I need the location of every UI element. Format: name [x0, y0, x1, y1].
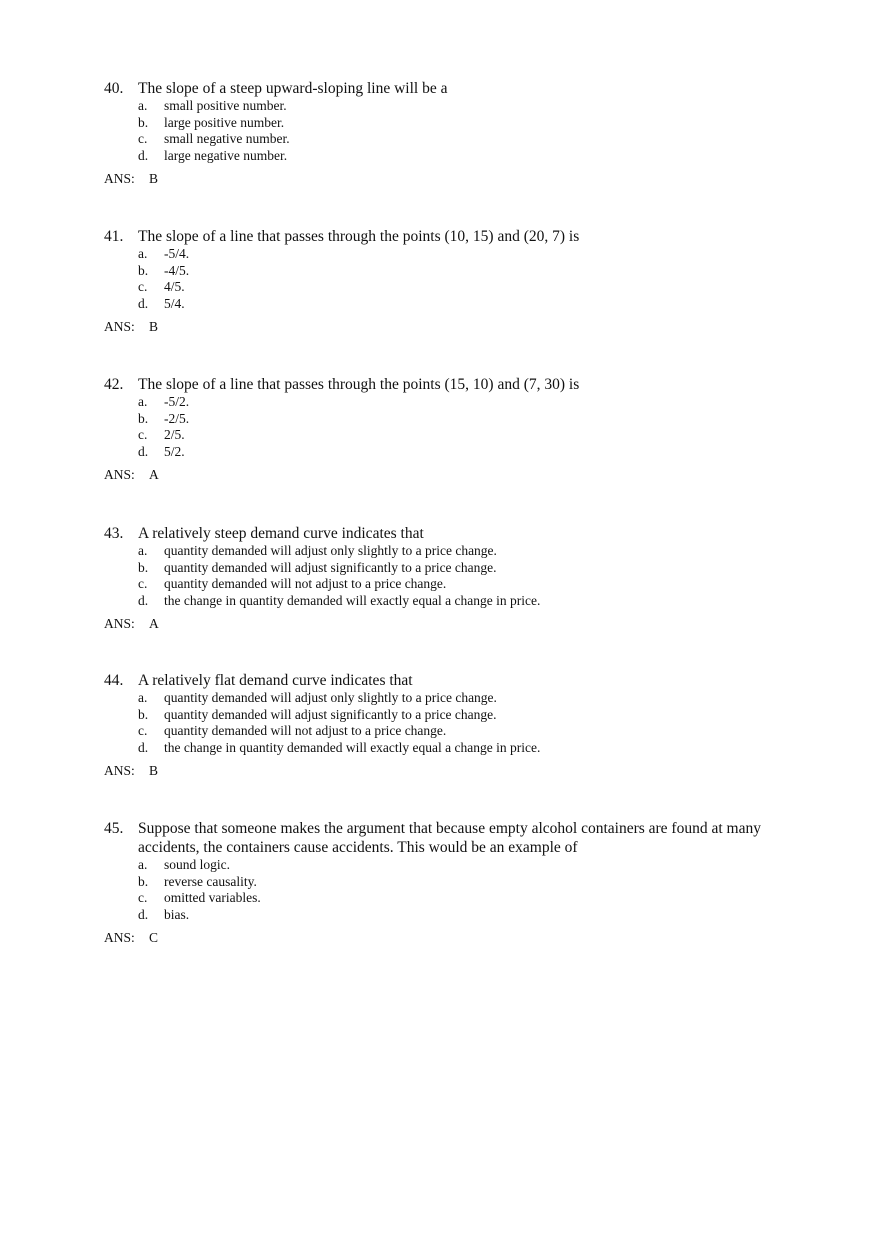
answer-line	[104, 763, 804, 779]
choice-text: 5/2.	[164, 443, 185, 459]
question-text: The slope of a steep upward-sloping line will be a	[138, 80, 448, 97]
answer-value: C	[149, 930, 159, 945]
answer-line	[104, 616, 804, 632]
question-number: 43.	[104, 525, 124, 542]
choice-a	[138, 690, 804, 707]
answer-line	[104, 319, 804, 335]
choice-text: quantity demanded will not adjust to a price change.	[164, 576, 447, 591]
question-stem	[104, 79, 804, 98]
question-number: 45.	[104, 820, 124, 837]
choice-letter: d.	[138, 906, 149, 922]
choice-letter: d.	[138, 443, 149, 459]
question-43	[104, 524, 804, 632]
question-stem	[104, 375, 804, 394]
choice-d	[138, 907, 784, 924]
choice-d	[138, 148, 804, 165]
question-text: A relatively flat demand curve indicates that	[138, 672, 413, 689]
choice-text: -2/5.	[164, 410, 190, 426]
choice-a	[138, 543, 804, 560]
question-stem	[104, 227, 804, 246]
choice-letter: b.	[138, 559, 149, 575]
answer-label: ANS:	[104, 763, 135, 778]
choice-d	[138, 444, 804, 461]
choice-text: reverse causality.	[164, 873, 257, 889]
question-text: Suppose that someone makes the argument that because empty alcohol containers are found at many accidents, the containers cause accidents. This would be an example of	[138, 820, 761, 856]
answer-value: A	[149, 467, 159, 482]
choice-text: quantity demanded will adjust significantly to a price change.	[164, 706, 497, 722]
choice-b	[138, 874, 784, 891]
choice-c	[138, 576, 804, 593]
answer-label: ANS:	[104, 616, 135, 631]
choice-list	[138, 543, 804, 609]
choice-c	[138, 890, 784, 907]
choice-list	[138, 246, 804, 312]
answer-line	[104, 930, 784, 946]
choice-b	[138, 411, 804, 428]
choice-text: 2/5.	[164, 427, 185, 442]
choice-text: quantity demanded will adjust only slightly to a price change.	[164, 690, 497, 705]
question-text: The slope of a line that passes through the points (10, 15) and (20, 7) is	[138, 228, 580, 245]
question-number: 40.	[104, 80, 124, 97]
choice-letter: d.	[138, 147, 149, 163]
choice-b	[138, 560, 804, 577]
choice-text: -5/4.	[164, 246, 190, 261]
choice-a	[138, 246, 804, 263]
choice-letter: a.	[138, 543, 148, 558]
choice-text: the change in quantity demanded will exactly equal a change in price.	[164, 739, 541, 755]
choice-letter: d.	[138, 739, 149, 755]
choice-letter: d.	[138, 295, 149, 311]
choice-letter: c.	[138, 131, 148, 146]
choice-letter: a.	[138, 394, 148, 409]
choice-list	[138, 690, 804, 756]
choice-b	[138, 263, 804, 280]
question-text: The slope of a line that passes through the points (15, 10) and (7, 30) is	[138, 376, 580, 393]
choice-text: sound logic.	[164, 857, 230, 872]
choice-text: the change in quantity demanded will exactly equal a change in price.	[164, 592, 541, 608]
question-stem	[104, 524, 804, 543]
question-stem	[104, 671, 804, 690]
choice-d	[138, 740, 804, 757]
choice-letter: a.	[138, 98, 148, 113]
choice-a	[138, 98, 804, 115]
question-40	[104, 79, 804, 187]
answer-label: ANS:	[104, 467, 135, 482]
answer-value: B	[149, 319, 159, 334]
choice-letter: c.	[138, 890, 148, 905]
choice-text: large negative number.	[164, 147, 288, 163]
choice-text: 4/5.	[164, 279, 185, 294]
question-45	[104, 819, 784, 946]
question-number: 41.	[104, 228, 124, 245]
choice-c	[138, 723, 804, 740]
choice-b	[138, 707, 804, 724]
choice-text: large positive number.	[164, 114, 285, 130]
choice-c	[138, 131, 804, 148]
choice-letter: c.	[138, 427, 148, 442]
choice-letter: c.	[138, 576, 148, 591]
choice-text: -5/2.	[164, 394, 190, 409]
choice-d	[138, 593, 804, 610]
question-42	[104, 375, 804, 483]
choice-text: small positive number.	[164, 98, 287, 113]
choice-a	[138, 857, 784, 874]
answer-value: B	[149, 763, 159, 778]
choice-letter: a.	[138, 690, 148, 705]
answer-value: B	[149, 171, 159, 186]
question-number: 44.	[104, 672, 124, 689]
choice-letter: a.	[138, 246, 148, 261]
choice-list	[138, 98, 804, 164]
answer-label: ANS:	[104, 319, 135, 334]
question-text: A relatively steep demand curve indicates that	[138, 525, 424, 542]
question-number: 42.	[104, 376, 124, 393]
choice-letter: c.	[138, 723, 148, 738]
choice-text: quantity demanded will adjust only slightly to a price change.	[164, 543, 497, 558]
choice-letter: b.	[138, 410, 149, 426]
choice-text: bias.	[164, 906, 190, 922]
choice-letter: c.	[138, 279, 148, 294]
answer-line	[104, 171, 804, 187]
choice-letter: b.	[138, 873, 149, 889]
answer-line	[104, 467, 804, 483]
choice-text: small negative number.	[164, 131, 290, 146]
choice-a	[138, 394, 804, 411]
choice-c	[138, 279, 804, 296]
choice-text: quantity demanded will not adjust to a price change.	[164, 723, 447, 738]
answer-label: ANS:	[104, 930, 135, 945]
choice-text: 5/4.	[164, 295, 185, 311]
choice-list	[138, 857, 784, 923]
choice-letter: b.	[138, 706, 149, 722]
question-44	[104, 671, 804, 779]
choice-text: omitted variables.	[164, 890, 261, 905]
choice-text: quantity demanded will adjust significantly to a price change.	[164, 559, 497, 575]
choice-letter: a.	[138, 857, 148, 872]
choice-b	[138, 115, 804, 132]
choice-text: -4/5.	[164, 262, 190, 278]
choice-d	[138, 296, 804, 313]
choice-letter: b.	[138, 262, 149, 278]
choice-letter: d.	[138, 592, 149, 608]
choice-list	[138, 394, 804, 460]
choice-letter: b.	[138, 114, 149, 130]
question-41	[104, 227, 804, 335]
question-stem	[104, 819, 784, 857]
choice-c	[138, 427, 804, 444]
answer-label: ANS:	[104, 171, 135, 186]
answer-value: A	[149, 616, 159, 631]
